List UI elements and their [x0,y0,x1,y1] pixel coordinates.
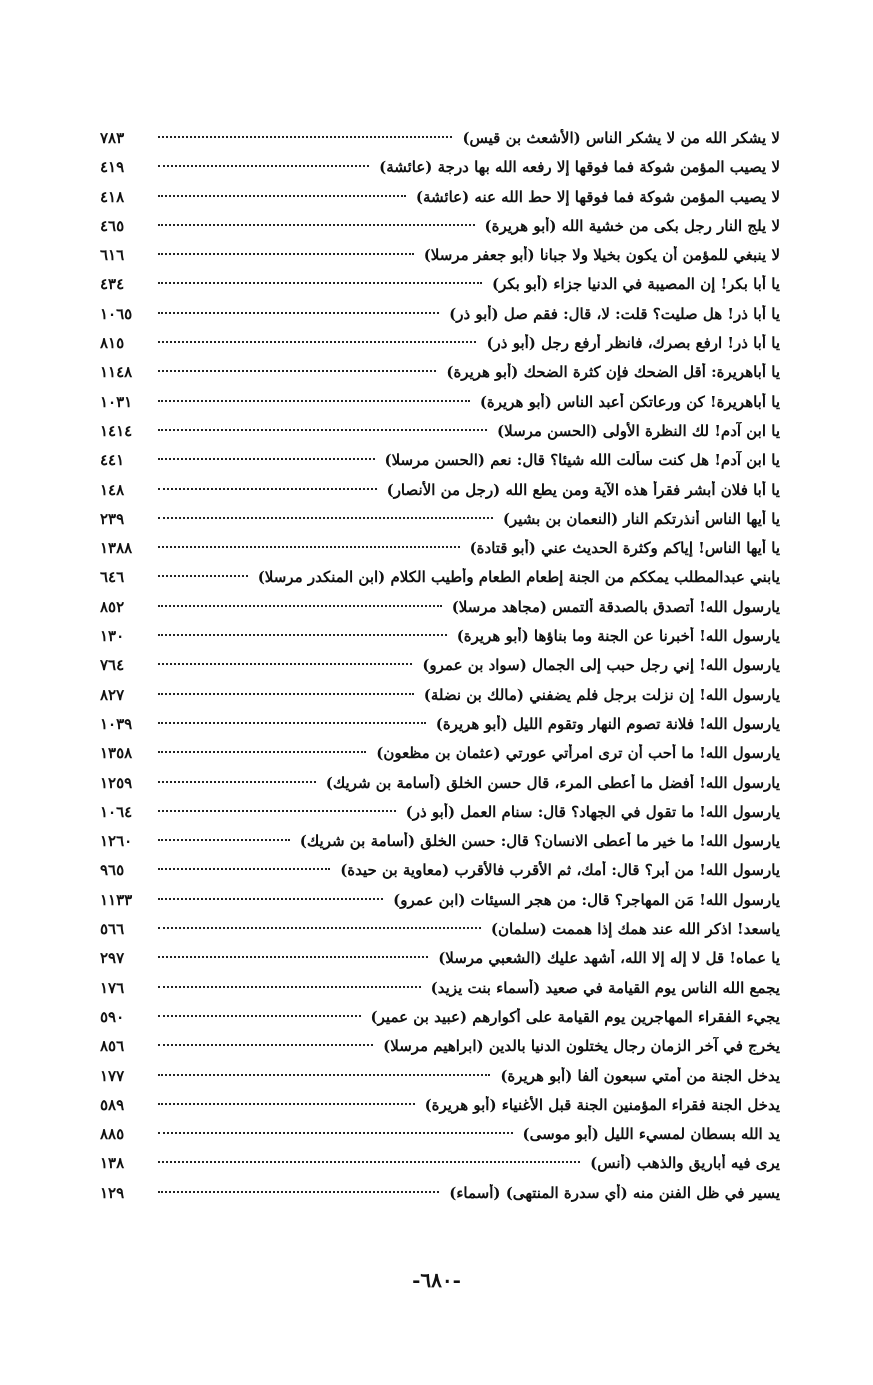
entry-page-number: ٤٤١ [100,451,125,470]
entry-page-number: ٩٦٥ [100,861,125,880]
index-entry [100,334,780,363]
entry-page-number: ٧٨٣ [100,129,125,147]
dot-leader [158,517,493,519]
entry-page-number: ٨٢٧ [100,685,125,704]
dot-leader [158,224,475,226]
index-entry [100,275,780,304]
index-entry [100,803,780,832]
entry-text: يارسول الله! أفضل ما أعطى المرء، قال حسن الخلق (أسامة بن شريك) [325,773,780,792]
entry-text: لا يصيب المؤمن شوكة فما فوقها إلا حط الله عنه (عائشة) [415,187,780,206]
entry-page-number: ١٠٦٥ [100,304,133,323]
index-entry [100,539,780,568]
entry-text: يا ابن آدم! هل كنت سألت الله شيئا؟ قال: نعم (الحسن مرسلا) [384,451,780,470]
entry-page-number: ١٢٦٠ [100,832,133,851]
entry-text: لا يشكر الله من لا يشكر الناس (الأشعث بن قيس) [462,129,780,147]
entry-page-number: ١١٣٣ [100,890,133,909]
index-entry [100,1008,780,1037]
entry-text: ياسعد! اذكر الله عند همك إذا هممت (سلمان) [490,920,780,939]
entry-text: يا أباهريرة! كن ورعاتكن أعبد الناس (أبو هريرة) [479,392,780,411]
entry-text: لا يصيب المؤمن شوكة فما فوقها إلا رفعه الله بها درجة (عائشة) [379,158,780,177]
index-entry [100,920,780,949]
entry-page-number: ٥٦٦ [100,920,125,939]
entry-text: يا أباهريرة: أقل الضحك فإن كثرة الضحك (أبو هريرة) [446,363,780,382]
entry-page-number: ٥٩٠ [100,1007,125,1026]
index-entry [100,774,780,803]
index-entry [100,1067,780,1096]
entry-text: يا أبا بكر! إن المصيبة في الدنيا جزاء (أبو بكر) [491,275,780,294]
entry-page-number: ١٠٦٤ [100,802,133,821]
entry-page-number: ١٢٩ [100,1183,125,1202]
entry-text: يارسول الله! ما تقول في الجهاد؟ قال: سنام العمل (أبو ذر) [405,802,780,821]
entry-page-number: ٥٨٩ [100,1095,125,1114]
entry-text: يارسول الله! أتصدق بالصدقة ألتمس (مجاهد مرسلا) [451,597,780,616]
dot-leader [158,546,460,548]
index-entry [100,568,780,597]
dot-leader [158,136,452,138]
entry-text: يارسول الله! إن نزلت برجل فلم يضفني (مالك بن نضلة) [423,685,780,704]
index-entry [100,1154,780,1183]
entry-text: يد الله بسطان لمسيء الليل (أبو موسى) [522,1125,780,1144]
dot-leader [158,868,330,870]
index-entry [100,510,780,539]
dot-leader [158,195,406,197]
dot-leader [158,341,476,343]
entry-page-number: ١٣٥٨ [100,744,133,763]
entry-text: يا أبا فلان أبشر فقرأ هذه الآية ومن يطع الله (رجل من الأنصار) [386,480,780,499]
entry-page-number: ٢٩٧ [100,949,125,968]
dot-leader [158,1103,415,1105]
entry-page-number: ٤٣٤ [100,275,125,294]
index-entry [100,305,780,334]
entry-text: لا يلج النار رجل بكى من خشية الله (أبو هريرة) [484,216,780,235]
dot-leader [158,312,439,314]
dot-leader [158,458,375,460]
dot-leader [158,370,436,372]
entry-page-number: ٢٣٩ [100,509,125,528]
entry-text: لا ينبغي للمؤمن أن يكون بخيلا ولا جبانا (أبو جعفر مرسلا) [423,246,780,265]
dot-leader [158,400,470,402]
index-entry [100,393,780,422]
hadith-index-list [100,129,780,1213]
entry-text: يسير في ظل الفنن منه (أي سدرة المنتهى) (أسماء) [449,1183,780,1202]
entry-text: يارسول الله! إني رجل حبب إلى الجمال (سواد بن عمرو) [422,656,780,675]
entry-page-number: ١٧٧ [100,1066,125,1085]
dot-leader [158,1132,513,1134]
entry-page-number: ٨٨٥ [100,1125,125,1144]
dot-leader [158,575,248,577]
index-entry [100,481,780,510]
index-entry [100,217,780,246]
entry-page-number: ١٤٨ [100,480,125,499]
entry-page-number: ١٣٨٨ [100,539,133,558]
entry-text: يابني عبدالمطلب يمككم من الجنة إطعام الطعام وأطيب الكلام (ابن المنكدر مرسلا) [257,568,780,587]
entry-text: يا أبا ذر! ارفع بصرك، فانظر أرفع رجل (أبو ذر) [486,334,780,353]
entry-page-number: ١٧٦ [100,978,125,997]
dot-leader [158,1044,373,1046]
dot-leader [158,693,414,695]
index-entry [100,246,780,275]
index-entry [100,949,780,978]
dot-leader [158,781,316,783]
dot-leader [158,663,412,665]
entry-page-number: ١٠٣١ [100,392,133,411]
entry-page-number: ٦٤٦ [100,568,125,587]
index-entry [100,979,780,1008]
dot-leader [158,605,442,607]
entry-page-number: ١٢٥٩ [100,773,133,792]
entry-page-number: ٤٦٥ [100,216,125,235]
index-entry [100,158,780,187]
index-entry [100,656,780,685]
dot-leader [158,986,421,988]
entry-text: يدخل الجنة فقراء المؤمنين الجنة قبل الأغنياء (أبو هريرة) [424,1095,780,1114]
dot-leader [158,927,481,929]
dot-leader [158,165,369,167]
entry-text: يرى فيه أباريق والذهب (أنس) [590,1154,780,1173]
dot-leader [158,839,290,841]
dot-leader [158,429,487,431]
entry-page-number: ٨٥٦ [100,1037,125,1056]
index-entry [100,451,780,480]
dot-leader [158,810,396,812]
index-entry [100,598,780,627]
dot-leader [158,1191,439,1193]
dot-leader [158,898,383,900]
entry-page-number: ١١٤٨ [100,363,133,382]
entry-text: يارسول الله! مَن المهاجر؟ قال: من هجر السيئات (ابن عمرو) [393,890,780,909]
entry-text: يارسول الله! أخبرنا عن الجنة وما بناؤها (أبو هريرة) [456,627,780,646]
entry-text: يدخل الجنة من أمتي سبعون ألفا (أبو هريرة) [500,1066,780,1085]
entry-page-number: ٤١٩ [100,158,125,177]
entry-page-number: ٨٥٢ [100,597,125,616]
index-entry [100,744,780,773]
entry-text: يا أيها الناس! إياكم وكثرة الحديث عني (أبو قتادة) [469,539,780,558]
entry-text: يا أبا ذر! هل صليت؟ قلت: لا، قال: فقم صل (أبو ذر) [449,304,780,323]
entry-page-number: ١٠٣٩ [100,714,133,733]
index-entry [100,861,780,890]
entry-page-number: ٧٦٤ [100,656,125,675]
page-number: -٦٨٠- [412,1268,461,1292]
index-entry [100,363,780,392]
entry-text: يا أيها الناس أنذرتكم النار (النعمان بن بشير) [502,509,780,528]
entry-text: يا ابن آدم! لك النظرة الأولى (الحسن مرسلا) [497,421,780,440]
entry-page-number: ٤١٨ [100,187,125,206]
index-entry [100,686,780,715]
index-entry [100,627,780,656]
dot-leader [158,956,428,958]
dot-leader [158,1161,580,1163]
index-entry [100,1037,780,1066]
entry-text: يجمع الله الناس يوم القيامة في صعيد (أسماء بنت يزيد) [430,978,780,997]
index-entry [100,188,780,217]
entry-text: يارسول الله! من أبر؟ قال: أمك، ثم الأقرب فالأقرب (معاوية بن حيدة) [340,861,780,880]
entry-page-number: ١٤١٤ [100,421,133,440]
index-entry [100,891,780,920]
entry-text: يارسول الله! فلانة تصوم النهار وتقوم الليل (أبو هريرة) [435,714,780,733]
index-entry [100,129,780,158]
index-entry [100,1125,780,1154]
dot-leader [158,1074,490,1076]
entry-text: يجيء الفقراء المهاجرين يوم القيامة على أكوارهم (عبيد بن عمير) [370,1007,780,1026]
index-entry [100,1184,780,1213]
entry-page-number: ١٣٨ [100,1154,125,1173]
entry-page-number: ١٣٠ [100,627,125,646]
dot-leader [158,634,447,636]
index-entry [100,422,780,451]
entry-text: يارسول الله! ما خير ما أعطى الانسان؟ قال: حسن الخلق (أسامة بن شريك) [299,832,780,851]
dot-leader [158,722,426,724]
dot-leader [158,253,414,255]
entry-text: يارسول الله! ما أحب أن ترى امرأتي عورتي (عثمان بن مظعون) [376,744,780,763]
index-entry [100,715,780,744]
index-entry [100,1096,780,1125]
entry-text: يخرج في آخر الزمان رجال يختلون الدنيا بالدين (ابراهيم مرسلا) [383,1037,780,1056]
entry-page-number: ٦١٦ [100,246,125,265]
dot-leader [158,751,366,753]
dot-leader [158,1015,361,1017]
dot-leader [158,282,482,284]
entry-text: يا عماه! قل لا إله إلا الله، أشهد عليك (الشعبي مرسلا) [438,949,780,968]
dot-leader [158,488,377,490]
entry-page-number: ٨١٥ [100,334,125,353]
index-entry [100,832,780,861]
